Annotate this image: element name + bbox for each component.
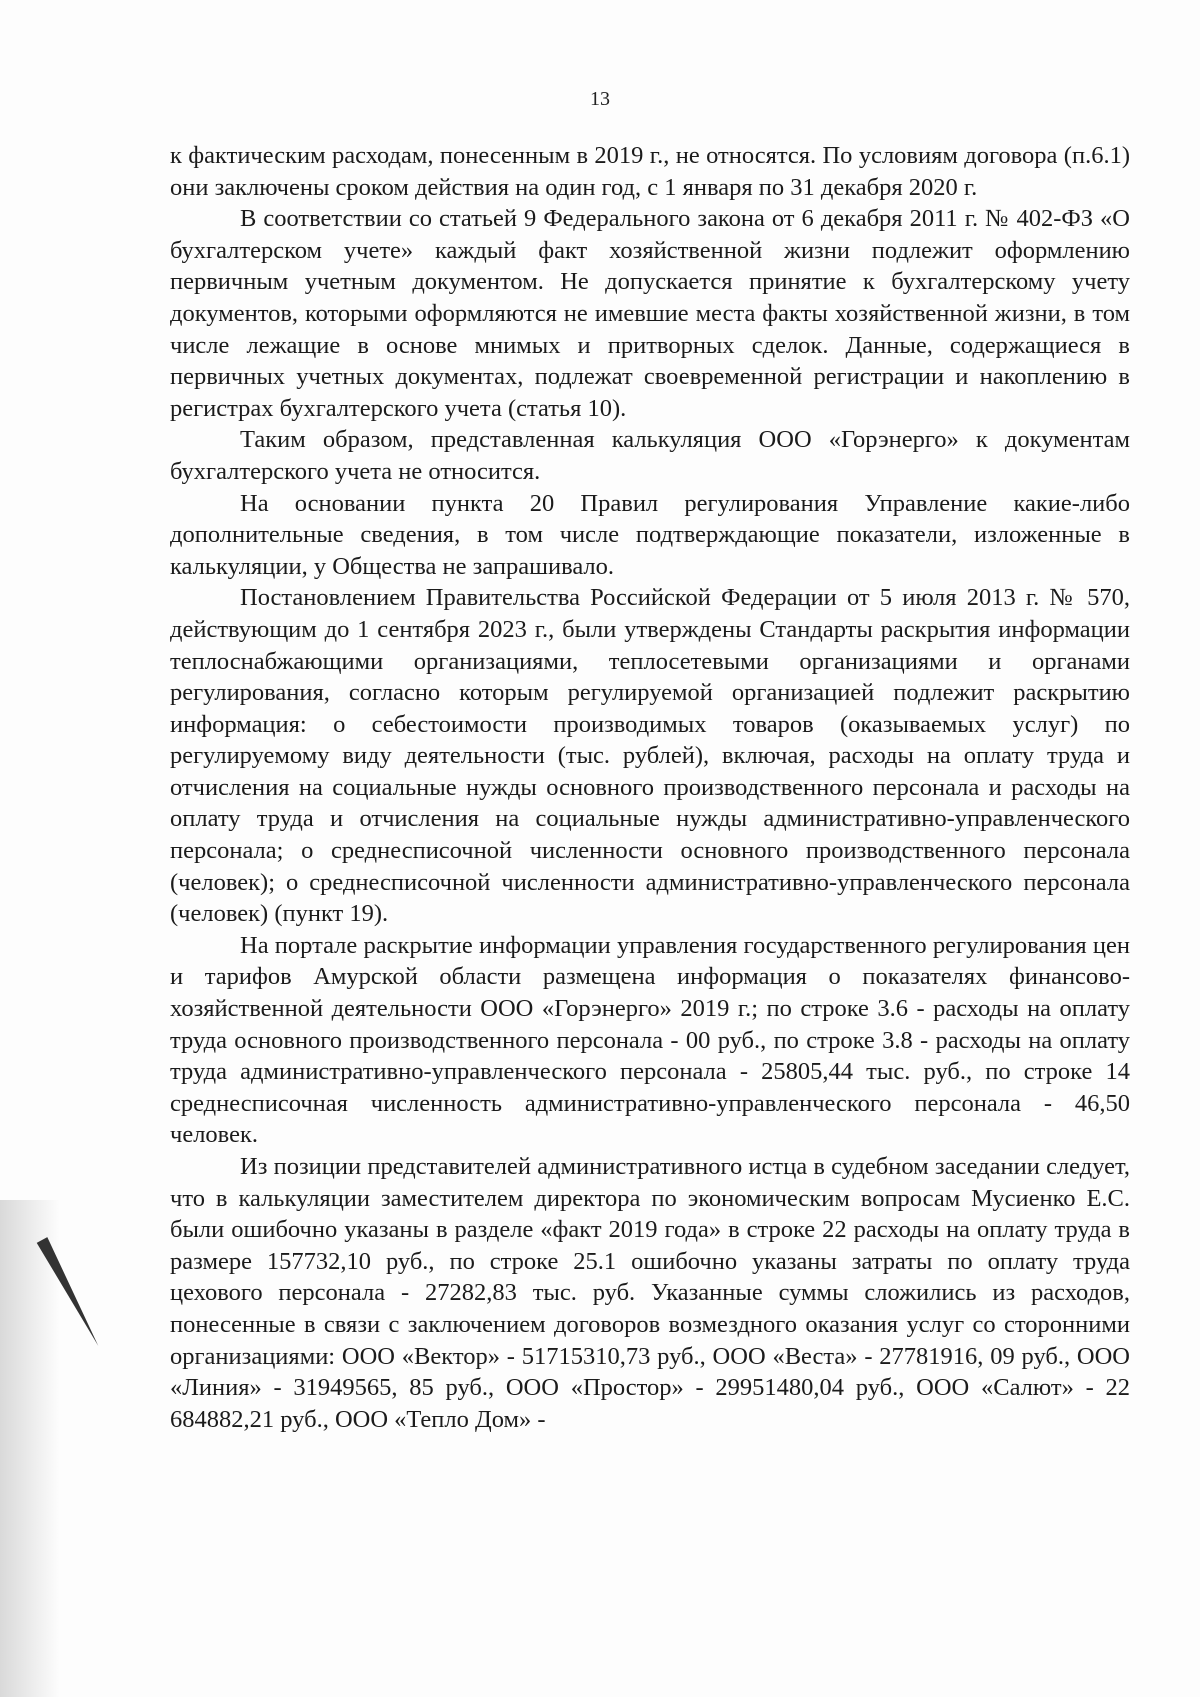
paragraph-rules-item-20: На основании пункта 20 Правил регулирования Управление какие-либо дополнительные сведения, в том числе подтверждающие показатели, изложенные в калькуляции, у Общества не запрашивало.	[170, 489, 1130, 580]
paragraph-government-decree: Постановлением Правительства Российской Федерации от 5 июля 2013 г. № 570, действующим до 1 сентября 2023 г., были утверждены Стандарты раскрытия информации теплоснабжающими организациями, теплосетевыми организациями и органами регулирования, согласно которым регулируемой организацией подлежит раскрытию информация: о себестоимости производимых товаров (оказываемых услуг) по регулируемому виду деятельности (тыс. рублей), включая, расходы на оплату труда и отчисления на социальные нужды основного производственного персонала и расходы на оплату труда и отчисления на социальные нужды административно-управленческого персонала; о среднесписочной численности основного производственного персонала (человек); о среднесписочной численности административно-управленческого персонала (человек) (пункт 19).	[170, 584, 1130, 928]
paragraph-continuation: к фактическим расходам, понесенным в 2019 г., не относятся. По условиям договора (п.6.1) они заключены сроком действия на один год, с 1 января по 31 декабря 2020 г.	[170, 142, 1130, 201]
paragraph-disclosure-portal: На портале раскрытие информации управления государственного регулирования цен и тарифов Амурской области размещена информация о показателях финансово-хозяйственной деятельности ООО «Горэнерго» 2019 г.; по строке 3.6 - расходы на оплату труда основного производственного персонала - 00 руб., по строке 3.8 - расходы на оплату труда административно-управленческого персонала - 25805,44 тыс. руб., по строке 14 среднесписочная численность административно-управленческого персонала - 46,50 человек.	[170, 931, 1130, 1149]
page-number: 13	[590, 88, 610, 110]
paragraph-accounting-law: В соответствии со статьей 9 Федерального закона от 6 декабря 2011 г. № 402-ФЗ «О бухгалтерском учете» каждый факт хозяйственной жизни подлежит оформлению первичным учетным документом. Не допускается принятие к бухгалтерскому учету документов, которыми оформляются не имевшие места факты хозяйственной жизни, в том числе лежащие в основе мнимых и притворных сделок. Данные, содержащиеся в первичных учетных документах, подлежат своевременной регистрации и накоплению в регистрах бухгалтерского учета (статья 10).	[170, 205, 1130, 422]
scan-edge-shadow	[0, 1200, 60, 1697]
paragraph-claimant-position: Из позиции представителей административного истца в судебном заседании следует, что в калькуляции заместителем директора по экономическим вопросам Мусиенко Е.С. были ошибочно указаны в разделе «факт 2019 года» в строке 22 расходы на оплату труда в размере 157732,10 руб., по строке 25.1 ошибочно указаны затраты по оплату труда цехового персонала - 27282,83 тыс. руб. Указанные суммы сложились из расходов, понесенные в связи с заключением договоров возмездного оказания услуг со сторонними организациями: ООО «Вектор» - 51715310,73 руб., ООО «Веста» - 27781916, 09 руб., ООО «Линия» - 31949565, 85 руб., ООО «Простор» - 29951480,04 руб., ООО «Салют» - 22 684882,21 руб., ООО «Тепло Дом» -	[170, 1153, 1130, 1433]
paragraph-calculation-not-accounting: Таким образом, представленная калькуляция ООО «Горэнерго» к документам бухгалтерского учета не относится.	[170, 426, 1130, 485]
document-body	[170, 140, 1130, 1435]
